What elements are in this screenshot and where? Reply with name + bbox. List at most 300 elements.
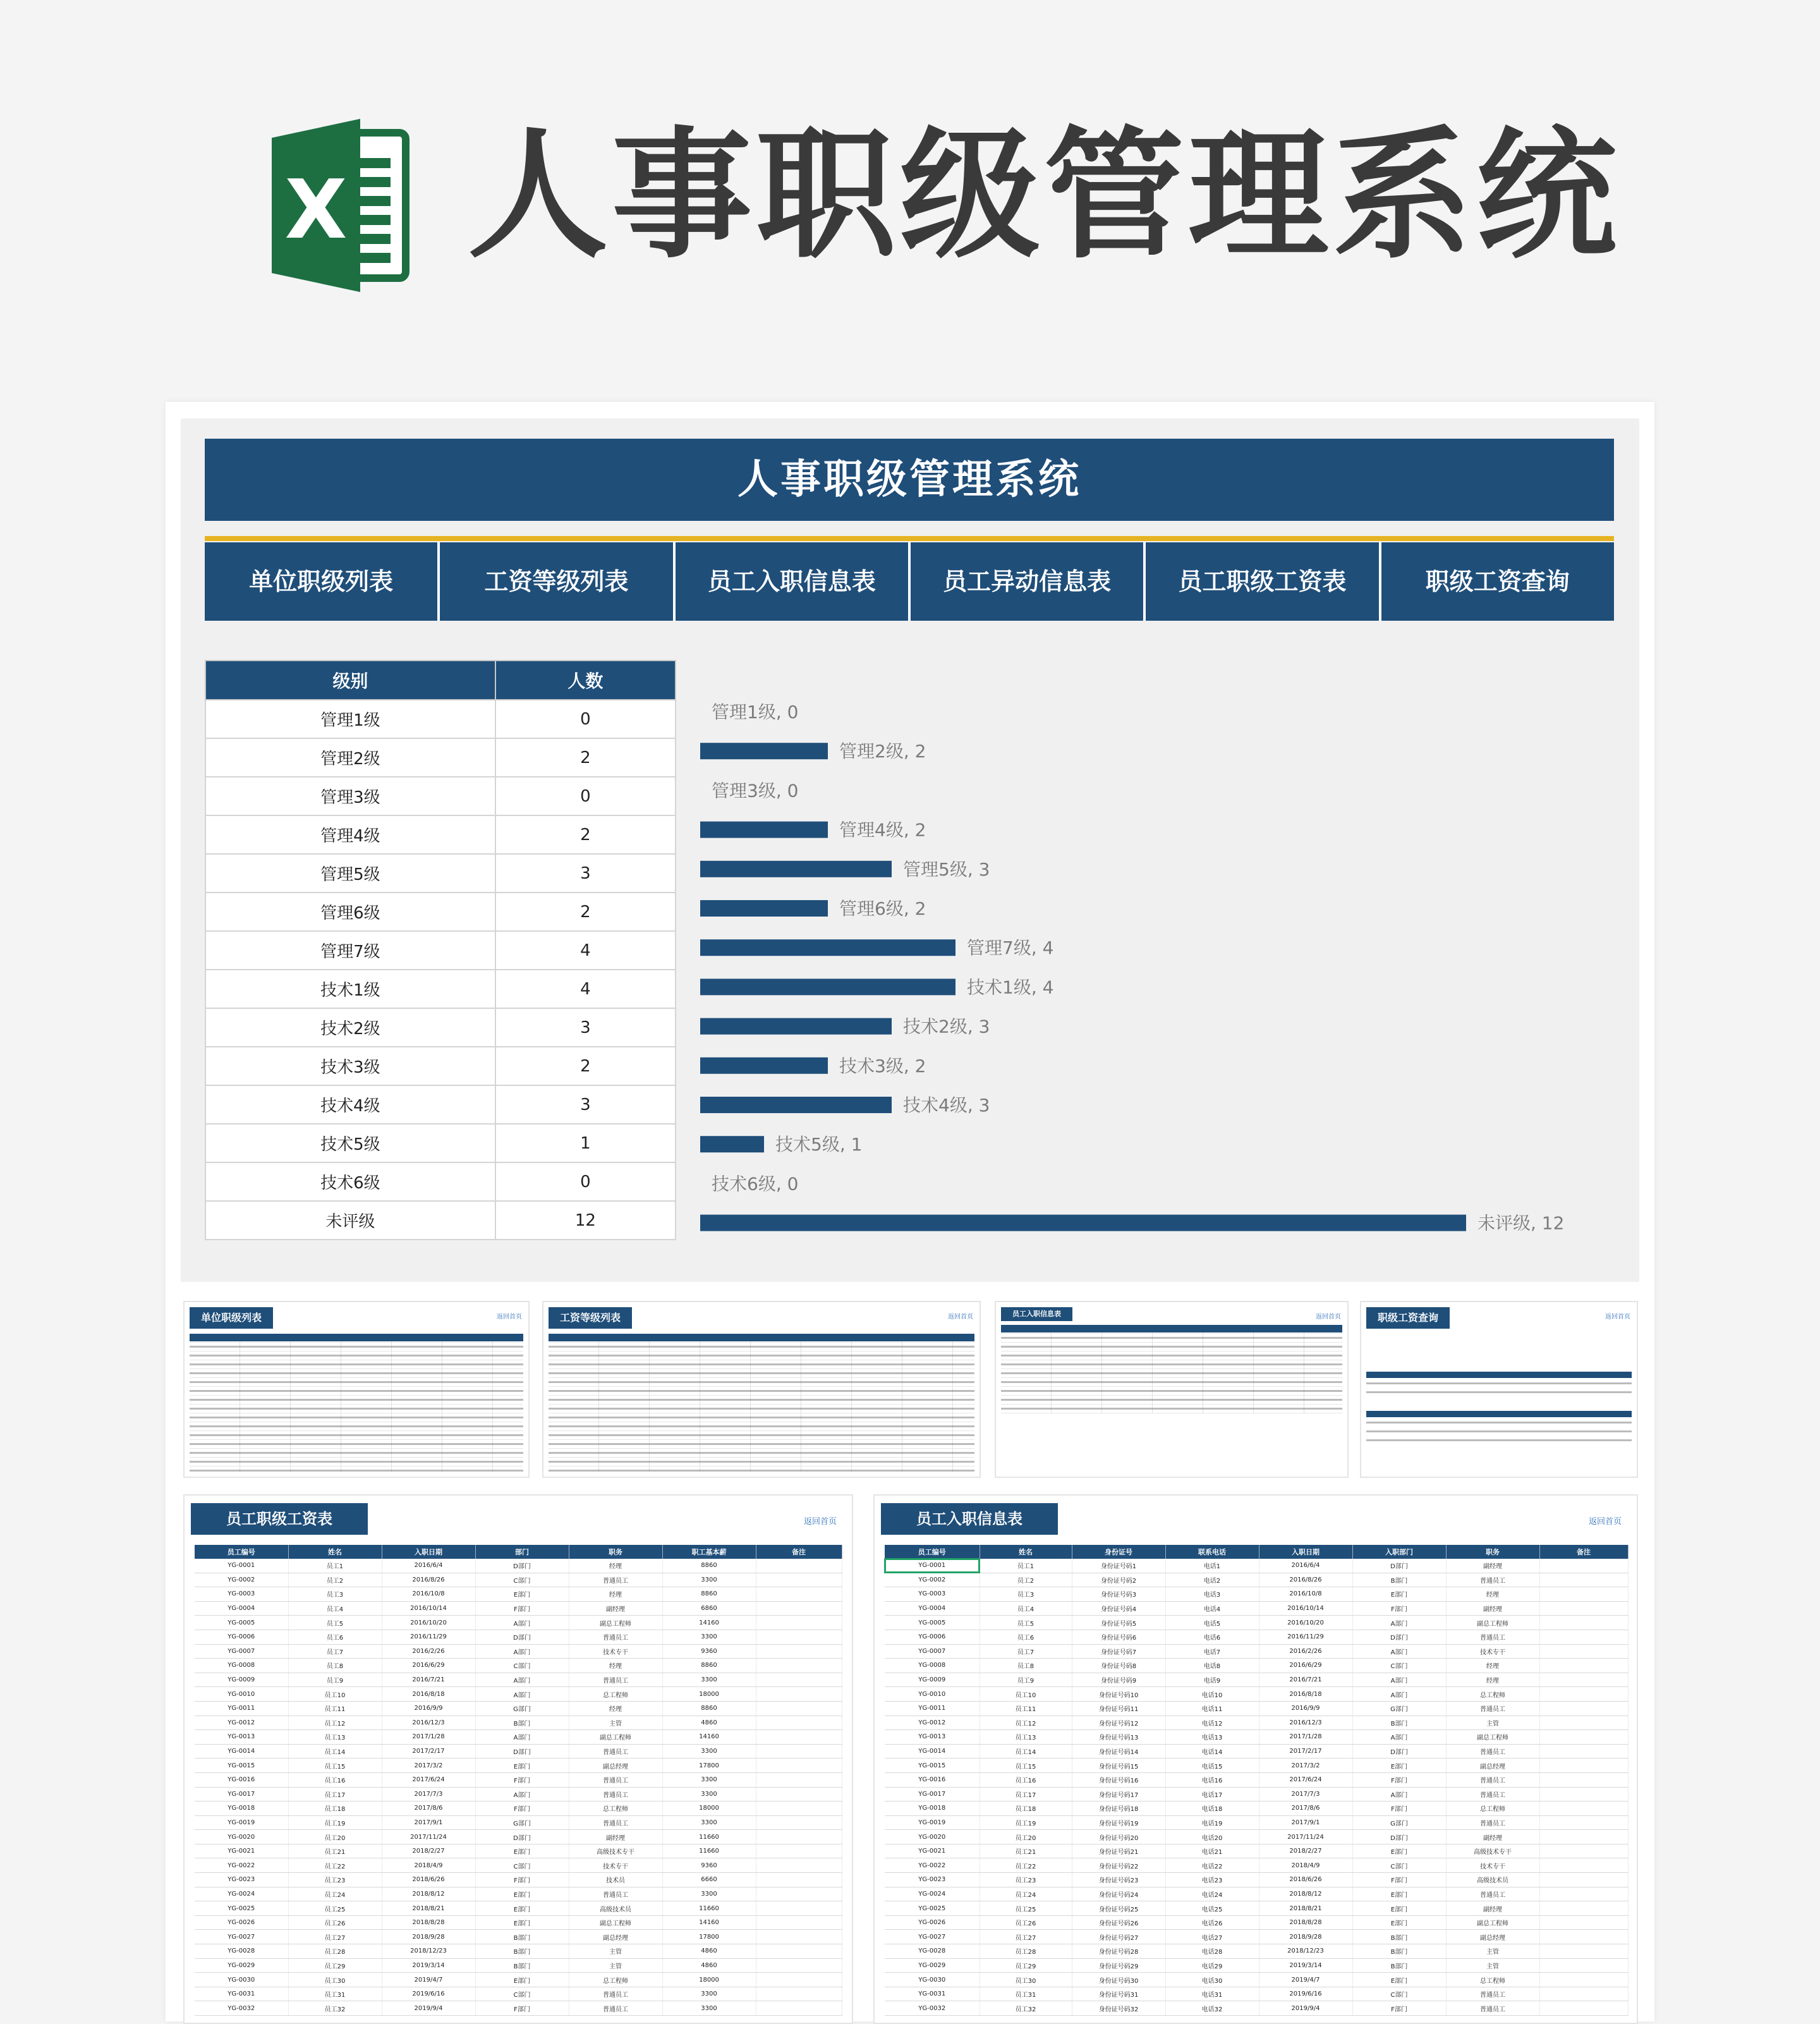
level-count-cell[interactable]: 1 (495, 1124, 676, 1162)
table-cell[interactable]: 电话12 (1165, 1716, 1259, 1730)
table-cell[interactable]: 身份证号码17 (1072, 1787, 1165, 1801)
level-count-cell[interactable]: 12 (495, 1201, 676, 1240)
table-cell[interactable]: 2016/6/4 (1259, 1559, 1352, 1573)
table-cell[interactable]: 副经理 (1446, 1830, 1539, 1844)
table-cell[interactable]: 14160 (662, 1616, 756, 1630)
table-cell[interactable] (756, 1616, 842, 1630)
level-name-cell[interactable]: 未评级 (205, 1201, 495, 1240)
table-cell[interactable]: 3300 (662, 1673, 756, 1687)
table-cell[interactable]: YG-0001 (885, 1559, 980, 1573)
table-cell[interactable]: 员工6 (980, 1630, 1072, 1644)
table-cell[interactable]: 2016/6/29 (382, 1659, 475, 1673)
table-cell[interactable]: YG-0013 (195, 1730, 288, 1745)
table-cell[interactable]: 2016/2/26 (1259, 1644, 1352, 1659)
table-cell[interactable]: A部门 (475, 1730, 569, 1745)
table-cell[interactable]: D部门 (1352, 1559, 1446, 1573)
table-cell[interactable]: YG-0004 (195, 1601, 288, 1616)
table-cell[interactable]: 电话8 (1165, 1659, 1259, 1673)
table-cell[interactable]: 2016/8/26 (1259, 1573, 1352, 1587)
table-cell[interactable]: 副总经理 (569, 1759, 662, 1773)
table-cell[interactable]: YG-0002 (885, 1573, 980, 1587)
table-cell[interactable]: 员工8 (980, 1659, 1072, 1673)
table-cell[interactable]: 8860 (662, 1701, 756, 1716)
table-cell[interactable]: 电话25 (1165, 1901, 1259, 1916)
table-cell[interactable] (1539, 1772, 1628, 1787)
table-cell[interactable]: 员工24 (980, 1887, 1072, 1901)
table-cell[interactable]: F部门 (1352, 1601, 1446, 1616)
table-cell[interactable]: 电话18 (1165, 1801, 1259, 1816)
table-cell[interactable]: A部门 (475, 1673, 569, 1687)
table-cell[interactable]: 员工32 (980, 2001, 1072, 2016)
table-cell[interactable] (1539, 1973, 1628, 1987)
table-cell[interactable]: 员工1 (980, 1559, 1072, 1573)
level-count-cell[interactable]: 3 (495, 1008, 676, 1047)
table-cell[interactable]: 2018/8/28 (382, 1915, 475, 1930)
table-cell[interactable]: 员工30 (980, 1973, 1072, 1987)
table-cell[interactable]: 电话29 (1165, 1958, 1259, 1973)
table-cell[interactable]: YG-0019 (885, 1815, 980, 1830)
table-cell[interactable]: 2016/8/18 (1259, 1687, 1352, 1702)
table-cell[interactable]: 14160 (662, 1915, 756, 1930)
table-cell[interactable]: 9360 (662, 1644, 756, 1659)
table-cell[interactable]: 身份证号码32 (1072, 2001, 1165, 2016)
table-cell[interactable]: 2017/3/2 (1259, 1759, 1352, 1773)
table-cell[interactable]: A部门 (1352, 1787, 1446, 1801)
table-cell[interactable]: 11660 (662, 1844, 756, 1858)
table-cell[interactable]: 总工程师 (1446, 1687, 1539, 1702)
table-cell[interactable]: 员工25 (288, 1901, 382, 1916)
back-home-link[interactable]: 返回首页 (497, 1314, 522, 1320)
table-cell[interactable] (1539, 2001, 1628, 2016)
table-cell[interactable] (756, 1673, 842, 1687)
table-cell[interactable]: 2018/8/12 (1259, 1887, 1352, 1901)
table-cell[interactable]: 副总经理 (1446, 1759, 1539, 1773)
table-cell[interactable]: 身份证号码13 (1072, 1730, 1165, 1745)
table-cell[interactable]: YG-0002 (195, 1573, 288, 1587)
table-cell[interactable]: 2017/7/3 (1259, 1787, 1352, 1801)
table-cell[interactable]: YG-0027 (885, 1930, 980, 1944)
table-cell[interactable]: 员工15 (980, 1759, 1072, 1773)
table-cell[interactable]: YG-0017 (885, 1787, 980, 1801)
table-cell[interactable]: 副经理 (1446, 1601, 1539, 1616)
table-cell[interactable]: 2019/4/7 (382, 1973, 475, 1987)
table-cell[interactable]: A部门 (1352, 1673, 1446, 1687)
table-cell[interactable]: 2016/8/26 (382, 1573, 475, 1587)
table-cell[interactable]: 3300 (662, 1987, 756, 2001)
table-cell[interactable]: 员工14 (288, 1744, 382, 1759)
thumbnail-salary-grade-list[interactable] (542, 1301, 981, 1478)
table-cell[interactable] (1539, 1944, 1628, 1959)
table-cell[interactable]: A部门 (475, 1787, 569, 1801)
table-cell[interactable]: YG-0003 (195, 1587, 288, 1602)
table-cell[interactable]: 2018/12/23 (1259, 1944, 1352, 1959)
table-cell[interactable]: 员工17 (288, 1787, 382, 1801)
table-cell[interactable]: A部门 (1352, 1644, 1446, 1659)
table-cell[interactable]: 主管 (1446, 1944, 1539, 1959)
table-cell[interactable] (1539, 1844, 1628, 1858)
table-cell[interactable]: 经理 (1446, 1673, 1539, 1687)
table-cell[interactable]: 员工6 (288, 1630, 382, 1644)
table-cell[interactable]: 员工28 (980, 1944, 1072, 1959)
table-cell[interactable]: 电话7 (1165, 1644, 1259, 1659)
table-cell[interactable]: 6660 (662, 1873, 756, 1887)
table-cell[interactable]: B部门 (475, 1930, 569, 1944)
table-cell[interactable]: 经理 (569, 1559, 662, 1573)
table-cell[interactable]: 身份证号码5 (1072, 1616, 1165, 1630)
table-cell[interactable]: 身份证号码16 (1072, 1772, 1165, 1787)
table-cell[interactable] (756, 1701, 842, 1716)
table-cell[interactable]: B部门 (475, 1716, 569, 1730)
table-cell[interactable]: C部门 (1352, 1659, 1446, 1673)
table-cell[interactable]: 员工2 (288, 1573, 382, 1587)
table-cell[interactable]: YG-0020 (195, 1830, 288, 1844)
table-cell[interactable]: 经理 (1446, 1587, 1539, 1602)
level-count-cell[interactable]: 0 (495, 700, 676, 738)
table-cell[interactable]: 技术专干 (569, 1644, 662, 1659)
table-cell[interactable]: 电话24 (1165, 1887, 1259, 1901)
table-cell[interactable]: 普通员工 (569, 1573, 662, 1587)
nav-employee-transfer[interactable]: 员工异动信息表 (911, 542, 1146, 621)
table-cell[interactable]: YG-0021 (195, 1844, 288, 1858)
table-cell[interactable]: 2017/2/17 (382, 1744, 475, 1759)
table-cell[interactable]: YG-0027 (195, 1930, 288, 1944)
table-cell[interactable] (1539, 1830, 1628, 1844)
table-cell[interactable]: E部门 (1352, 1973, 1446, 1987)
table-cell[interactable] (1539, 1887, 1628, 1901)
table-cell[interactable]: 身份证号码22 (1072, 1858, 1165, 1873)
table-cell[interactable]: 2016/6/29 (1259, 1659, 1352, 1673)
table-cell[interactable]: 3300 (662, 1573, 756, 1587)
table-cell[interactable]: 普通员工 (1446, 1772, 1539, 1787)
table-cell[interactable]: 8860 (662, 1587, 756, 1602)
table-cell[interactable]: 电话28 (1165, 1944, 1259, 1959)
table-cell[interactable]: E部门 (475, 1887, 569, 1901)
table-cell[interactable]: 身份证号码24 (1072, 1887, 1165, 1901)
table-cell[interactable]: YG-0016 (885, 1772, 980, 1787)
table-cell[interactable]: 3300 (662, 2001, 756, 2016)
table-cell[interactable]: 电话3 (1165, 1587, 1259, 1602)
table-cell[interactable]: 2016/9/9 (382, 1701, 475, 1716)
level-name-cell[interactable]: 技术4级 (205, 1085, 495, 1124)
table-cell[interactable]: YG-0008 (885, 1659, 980, 1673)
table-cell[interactable]: 员工32 (288, 2001, 382, 2016)
table-cell[interactable]: 经理 (1446, 1659, 1539, 1673)
table-cell[interactable]: 身份证号码20 (1072, 1830, 1165, 1844)
table-cell[interactable]: 员工2 (980, 1573, 1072, 1587)
table-cell[interactable]: 身份证号码11 (1072, 1701, 1165, 1716)
table-cell[interactable] (1539, 1873, 1628, 1887)
table-cell[interactable]: 3300 (662, 1772, 756, 1787)
table-cell[interactable]: 电话22 (1165, 1858, 1259, 1873)
table-cell[interactable]: C部门 (475, 1858, 569, 1873)
table-cell[interactable]: C部门 (475, 1573, 569, 1587)
table-cell[interactable]: 身份证号码29 (1072, 1958, 1165, 1973)
table-cell[interactable]: YG-0014 (195, 1744, 288, 1759)
table-cell[interactable]: 员工5 (980, 1616, 1072, 1630)
table-cell[interactable]: A部门 (1352, 1687, 1446, 1702)
table-cell[interactable] (756, 1930, 842, 1944)
table-cell[interactable]: 副经理 (1446, 1901, 1539, 1916)
table-cell[interactable]: YG-0031 (195, 1987, 288, 2001)
level-count-cell[interactable]: 3 (495, 1085, 676, 1124)
table-cell[interactable] (1539, 1630, 1628, 1644)
table-cell[interactable]: 副总工程师 (569, 1616, 662, 1630)
table-cell[interactable]: 2019/6/16 (1259, 1987, 1352, 2001)
table-cell[interactable]: 身份证号码2 (1072, 1573, 1165, 1587)
table-cell[interactable]: 技术专干 (1446, 1858, 1539, 1873)
table-cell[interactable]: 员工20 (980, 1830, 1072, 1844)
table-cell[interactable]: 员工11 (980, 1701, 1072, 1716)
table-cell[interactable]: 员工1 (288, 1559, 382, 1573)
table-cell[interactable]: A部门 (1352, 1730, 1446, 1745)
level-name-cell[interactable]: 技术3级 (205, 1047, 495, 1085)
table-cell[interactable]: C部门 (475, 1659, 569, 1673)
table-cell[interactable]: A部门 (1352, 1616, 1446, 1630)
table-cell[interactable]: 2017/1/28 (382, 1730, 475, 1745)
table-cell[interactable] (756, 1987, 842, 2001)
table-cell[interactable] (1539, 1573, 1628, 1587)
table-cell[interactable]: B部门 (1352, 1958, 1446, 1973)
table-cell[interactable]: 4860 (662, 1944, 756, 1959)
table-cell[interactable]: YG-0006 (885, 1630, 980, 1644)
table-cell[interactable]: 2018/2/27 (382, 1844, 475, 1858)
back-home-link[interactable]: 返回首页 (948, 1314, 973, 1320)
table-cell[interactable]: YG-0015 (195, 1759, 288, 1773)
table-cell[interactable]: 员工27 (288, 1930, 382, 1944)
table-cell[interactable]: 电话31 (1165, 1987, 1259, 2001)
table-cell[interactable]: 技术专干 (1446, 1644, 1539, 1659)
table-cell[interactable]: YG-0030 (195, 1973, 288, 1987)
table-cell[interactable] (756, 1801, 842, 1816)
table-cell[interactable]: 2018/6/26 (1259, 1873, 1352, 1887)
table-cell[interactable]: D部门 (475, 1744, 569, 1759)
table-cell[interactable]: 员工12 (288, 1716, 382, 1730)
table-cell[interactable]: 18000 (662, 1973, 756, 1987)
table-cell[interactable]: 2019/3/14 (1259, 1958, 1352, 1973)
table-cell[interactable]: 身份证号码3 (1072, 1587, 1165, 1602)
table-cell[interactable] (756, 1573, 842, 1587)
table-cell[interactable]: 普通员工 (1446, 1987, 1539, 2001)
table-cell[interactable]: 员工23 (980, 1873, 1072, 1887)
table-cell[interactable] (1539, 1644, 1628, 1659)
level-count-cell[interactable]: 3 (495, 854, 676, 893)
table-cell[interactable] (756, 1772, 842, 1787)
table-cell[interactable] (1539, 1659, 1628, 1673)
table-cell[interactable]: 技术专干 (569, 1858, 662, 1873)
table-cell[interactable]: 2016/11/29 (382, 1630, 475, 1644)
table-cell[interactable]: 电话21 (1165, 1844, 1259, 1858)
table-cell[interactable]: 主管 (569, 1716, 662, 1730)
table-cell[interactable]: YG-0010 (195, 1687, 288, 1702)
table-cell[interactable]: 电话19 (1165, 1815, 1259, 1830)
table-cell[interactable]: 2019/9/4 (382, 2001, 475, 2016)
table-cell[interactable]: 2017/6/24 (382, 1772, 475, 1787)
table-cell[interactable]: 2016/10/14 (1259, 1601, 1352, 1616)
table-cell[interactable]: 2017/2/17 (1259, 1744, 1352, 1759)
table-cell[interactable] (1539, 1559, 1628, 1573)
table-cell[interactable]: YG-0014 (885, 1744, 980, 1759)
table-cell[interactable]: 员工26 (288, 1915, 382, 1930)
table-cell[interactable]: B部门 (475, 1958, 569, 1973)
table-cell[interactable]: 2017/11/24 (1259, 1830, 1352, 1844)
table-cell[interactable]: 员工29 (980, 1958, 1072, 1973)
table-cell[interactable] (1539, 1744, 1628, 1759)
table-cell[interactable]: 副总工程师 (1446, 1915, 1539, 1930)
table-cell[interactable]: 2018/8/21 (382, 1901, 475, 1916)
nav-employee-entry[interactable]: 员工入职信息表 (676, 542, 911, 621)
table-cell[interactable]: 副总经理 (1446, 1930, 1539, 1944)
table-cell[interactable]: YG-0023 (885, 1873, 980, 1887)
table-cell[interactable] (1539, 1901, 1628, 1916)
table-cell[interactable]: F部门 (1352, 1772, 1446, 1787)
table-cell[interactable]: 员工26 (980, 1915, 1072, 1930)
table-cell[interactable]: YG-0016 (195, 1772, 288, 1787)
table-cell[interactable]: 身份证号码19 (1072, 1815, 1165, 1830)
table-cell[interactable]: 2018/9/28 (382, 1930, 475, 1944)
level-name-cell[interactable]: 技术2级 (205, 1008, 495, 1047)
table-cell[interactable]: 副经理 (569, 1601, 662, 1616)
table-cell[interactable] (756, 1787, 842, 1801)
table-cell[interactable]: 2016/2/26 (382, 1644, 475, 1659)
table-cell[interactable]: 身份证号码31 (1072, 1987, 1165, 2001)
table-cell[interactable]: 员工13 (288, 1730, 382, 1745)
table-cell[interactable]: 2018/8/28 (1259, 1915, 1352, 1930)
level-name-cell[interactable]: 管理5级 (205, 854, 495, 893)
table-cell[interactable]: 电话6 (1165, 1630, 1259, 1644)
table-cell[interactable]: YG-0026 (195, 1915, 288, 1930)
table-cell[interactable]: 员工22 (980, 1858, 1072, 1873)
table-cell[interactable]: YG-0012 (885, 1716, 980, 1730)
table-cell[interactable]: 2016/12/3 (1259, 1716, 1352, 1730)
table-cell[interactable]: 员工4 (980, 1601, 1072, 1616)
table-cell[interactable]: 身份证号码12 (1072, 1716, 1165, 1730)
table-cell[interactable]: YG-0025 (885, 1901, 980, 1916)
table-cell[interactable]: D部门 (475, 1559, 569, 1573)
table-cell[interactable]: YG-0007 (195, 1644, 288, 1659)
table-cell[interactable] (756, 1730, 842, 1745)
table-cell[interactable]: YG-0011 (885, 1701, 980, 1716)
table-cell[interactable]: G部门 (475, 1701, 569, 1716)
table-cell[interactable]: E部门 (475, 1759, 569, 1773)
table-cell[interactable]: A部门 (475, 1687, 569, 1702)
table-cell[interactable]: 电话9 (1165, 1673, 1259, 1687)
table-cell[interactable]: 2019/9/4 (1259, 2001, 1352, 2016)
table-cell[interactable]: 员工19 (980, 1815, 1072, 1830)
table-cell[interactable]: 2017/8/6 (1259, 1801, 1352, 1816)
table-cell[interactable]: A部门 (475, 1616, 569, 1630)
table-cell[interactable]: 副经理 (1446, 1559, 1539, 1573)
table-cell[interactable]: 员工13 (980, 1730, 1072, 1745)
level-name-cell[interactable]: 管理7级 (205, 931, 495, 970)
table-cell[interactable]: D部门 (1352, 1744, 1446, 1759)
table-cell[interactable]: E部门 (1352, 1844, 1446, 1858)
table-cell[interactable]: 员工19 (288, 1815, 382, 1830)
nav-employee-level-salary[interactable]: 员工职级工资表 (1146, 542, 1381, 621)
table-cell[interactable]: 电话26 (1165, 1915, 1259, 1930)
table-cell[interactable]: 身份证号码6 (1072, 1630, 1165, 1644)
thumbnail-unit-level-list[interactable] (183, 1301, 530, 1478)
table-cell[interactable]: 电话16 (1165, 1772, 1259, 1787)
table-cell[interactable]: 身份证号码18 (1072, 1801, 1165, 1816)
level-name-cell[interactable]: 管理1级 (205, 700, 495, 738)
table-cell[interactable]: YG-0003 (885, 1587, 980, 1602)
table-cell[interactable]: YG-0026 (885, 1915, 980, 1930)
table-cell[interactable]: 2016/10/20 (1259, 1616, 1352, 1630)
table-cell[interactable]: 普通员工 (569, 1744, 662, 1759)
table-cell[interactable]: B部门 (1352, 1573, 1446, 1587)
table-cell[interactable]: 总工程师 (1446, 1801, 1539, 1816)
table-cell[interactable]: 员工27 (980, 1930, 1072, 1944)
table-cell[interactable]: 员工18 (980, 1801, 1072, 1816)
table-cell[interactable]: 2017/3/2 (382, 1759, 475, 1773)
table-cell[interactable]: YG-0013 (885, 1730, 980, 1745)
table-cell[interactable]: B部门 (1352, 1716, 1446, 1730)
table-cell[interactable] (756, 1659, 842, 1673)
table-cell[interactable] (756, 1844, 842, 1858)
table-cell[interactable]: 员工25 (980, 1901, 1072, 1916)
table-cell[interactable]: 副总工程师 (1446, 1730, 1539, 1745)
table-cell[interactable]: 2016/10/20 (382, 1616, 475, 1630)
table-cell[interactable]: 员工29 (288, 1958, 382, 1973)
table-cell[interactable] (756, 1887, 842, 1901)
table-cell[interactable]: 员工23 (288, 1873, 382, 1887)
level-count-cell[interactable]: 0 (495, 777, 676, 815)
table-cell[interactable]: 员工10 (980, 1687, 1072, 1702)
table-cell[interactable]: 总工程师 (569, 1973, 662, 1987)
table-cell[interactable]: 8860 (662, 1659, 756, 1673)
table-cell[interactable]: YG-0029 (885, 1958, 980, 1973)
table-cell[interactable]: F部门 (475, 1601, 569, 1616)
table-cell[interactable]: B部门 (1352, 1930, 1446, 1944)
nav-unit-level-list[interactable]: 单位职级列表 (205, 542, 440, 621)
table-cell[interactable]: 2017/7/3 (382, 1787, 475, 1801)
table-cell[interactable]: 普通员工 (1446, 1815, 1539, 1830)
table-cell[interactable]: 2018/9/28 (1259, 1930, 1352, 1944)
table-cell[interactable] (1539, 1616, 1628, 1630)
table-cell[interactable]: B部门 (1352, 1944, 1446, 1959)
table-cell[interactable]: 普通员工 (1446, 1701, 1539, 1716)
table-cell[interactable]: 员工21 (288, 1844, 382, 1858)
thumbnail-employee-entry[interactable] (995, 1301, 1349, 1478)
table-cell[interactable]: 普通员工 (569, 1673, 662, 1687)
table-cell[interactable]: 4860 (662, 1716, 756, 1730)
table-cell[interactable]: 3300 (662, 1744, 756, 1759)
table-cell[interactable]: 普通员工 (1446, 1787, 1539, 1801)
level-count-cell[interactable]: 2 (495, 1047, 676, 1085)
table-cell[interactable] (756, 1915, 842, 1930)
table-cell[interactable] (756, 1901, 842, 1916)
table-cell[interactable]: 员工21 (980, 1844, 1072, 1858)
table-cell[interactable]: 副总经理 (569, 1930, 662, 1944)
table-cell[interactable]: 3300 (662, 1630, 756, 1644)
table-cell[interactable]: 电话23 (1165, 1873, 1259, 1887)
table-cell[interactable]: YG-0028 (195, 1944, 288, 1959)
table-cell[interactable]: 员工7 (288, 1644, 382, 1659)
table-cell[interactable]: 身份证号码1 (1072, 1559, 1165, 1573)
table-cell[interactable]: 电话2 (1165, 1573, 1259, 1587)
table-cell[interactable]: 18000 (662, 1801, 756, 1816)
table-cell[interactable]: 员工9 (980, 1673, 1072, 1687)
table-cell[interactable] (1539, 1787, 1628, 1801)
table-cell[interactable]: 员工15 (288, 1759, 382, 1773)
table-cell[interactable] (1539, 1815, 1628, 1830)
table-cell[interactable]: E部门 (475, 1915, 569, 1930)
table-cell[interactable]: 2017/11/24 (382, 1830, 475, 1844)
table-cell[interactable]: 普通员工 (569, 1772, 662, 1787)
table-cell[interactable]: E部门 (475, 1901, 569, 1916)
table-cell[interactable]: 员工17 (980, 1787, 1072, 1801)
table-cell[interactable]: YG-0004 (885, 1601, 980, 1616)
